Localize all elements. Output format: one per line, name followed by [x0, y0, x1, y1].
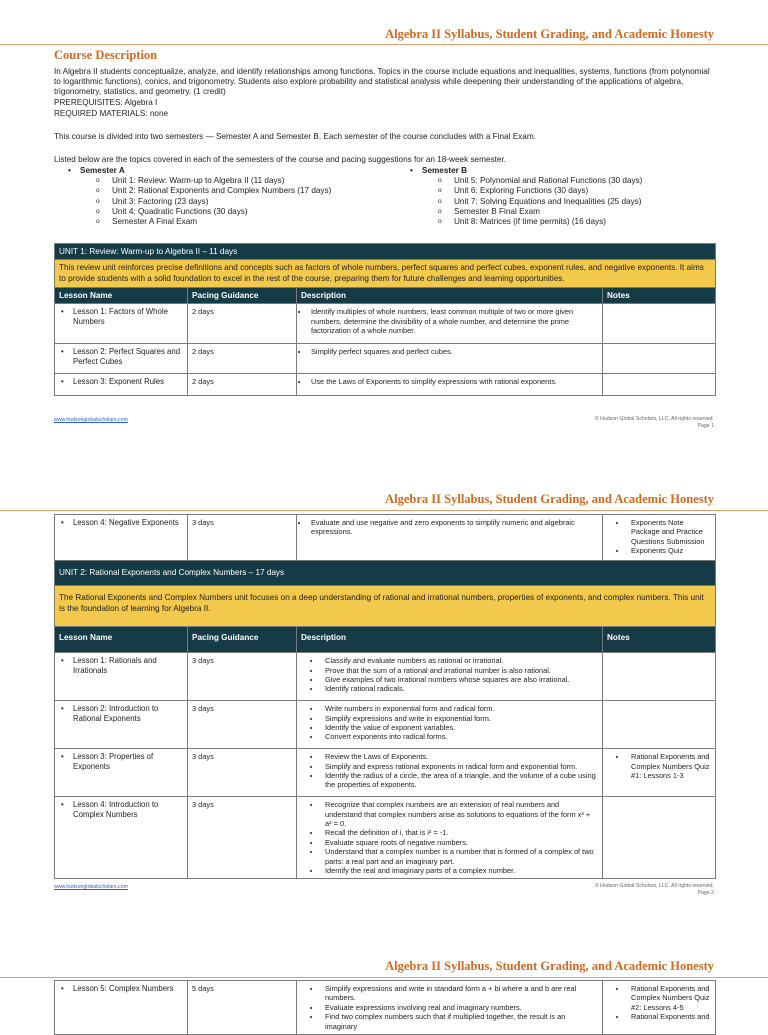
lesson-note: • Exponents Quiz	[627, 546, 711, 555]
page-3	[0, 950, 768, 1031]
lesson-description: • Identify the value of exponent variables.	[321, 723, 598, 732]
copyright-text: © Hudson Global Scholars, LLC. All rights reserved.	[594, 883, 714, 889]
semester-b-item: o Unit 8: Matrices (if time permits) (16 days)	[408, 217, 728, 227]
semester-b-title: • Semester B	[408, 166, 728, 176]
lesson-description: • Recall the definition of i, that is i² = -1.	[321, 828, 598, 837]
required-materials: REQUIRED MATERIALS: none	[54, 109, 169, 118]
lesson-description: • Identify multiples of whole numbers, least common multiple of two or more given numbers, determine the divisibility of a whole number, and determine the prime factorization of a whole number.	[309, 307, 598, 335]
lesson-description: • Simplify expressions and write in exponential form.	[321, 714, 598, 723]
col-notes: Notes	[603, 287, 716, 303]
col-pacing: Pacing Guidance	[188, 287, 297, 303]
lesson-name: • Lesson 1: Factors of Whole Numbers	[59, 307, 183, 327]
lesson-description: • Convert exponents into radical forms.	[321, 732, 598, 741]
copyright-text: © Hudson Global Scholars, LLC. All rights reserved.	[594, 416, 714, 422]
semester-b-item: o Unit 6: Exploring Functions (30 days)	[408, 186, 728, 196]
unit1-continued-table	[54, 514, 716, 879]
lesson-description: • Classify and evaluate numbers as rational or irrational.	[321, 656, 598, 665]
semester-a-item: o Unit 2: Rational Exponents and Complex Numbers (17 days)	[66, 186, 386, 196]
unit2-continued-table	[54, 980, 716, 1035]
lesson-pacing: 3 days	[188, 701, 297, 749]
lesson-notes	[603, 374, 716, 396]
semester-b-item: o Unit 7: Solving Equations and Inequalities (25 days)	[408, 197, 728, 207]
unit-intro-row	[55, 260, 716, 287]
page-number: Page 2	[697, 890, 714, 896]
unit2-title: UNIT 2: Rational Exponents and Complex Numbers – 17 days	[55, 561, 716, 586]
lesson-notes	[603, 653, 716, 701]
lesson-pacing: 3 days	[188, 749, 297, 797]
lesson-description: • Simplify expressions and write in standard form a + bi where a and b are real numbers.	[321, 984, 598, 1003]
lesson-description: • Identify the real and imaginary parts of a complex number.	[321, 866, 598, 875]
semester-b-item: o Unit 5: Polynomial and Rational Functions (30 days)	[408, 176, 728, 186]
table-row	[55, 515, 716, 561]
lesson-note: • Rational Exponents and Complex Numbers Quiz #2: Lessons 4-5	[627, 984, 711, 1012]
col-lesson-name: Lesson Name	[55, 287, 188, 303]
lesson-name: • Lesson 3: Properties of Exponents	[59, 752, 183, 772]
semester-b-list	[408, 166, 728, 227]
column-header-row	[55, 626, 716, 652]
table-row	[55, 981, 716, 1035]
lesson-pacing: 2 days	[188, 374, 297, 396]
lesson-description: • Simplify and express rational exponents in radical form and exponential form.	[321, 762, 598, 771]
lesson-note: • Rational Exponents and Complex Numbers Quiz #1: Lessons 1-3	[627, 752, 711, 780]
lesson-description: • Review the Laws of Exponents.	[321, 752, 598, 761]
table-row	[55, 653, 716, 701]
semesters-note: This course is divided into two semesters — Semester A and Semester B. Each semester of the course concludes with a Final Exam.	[54, 132, 536, 141]
lesson-pacing: 3 days	[188, 653, 297, 701]
lesson-description: • Recognize that complex numbers are an extension of real numbers and understand that complex numbers arise as solutions to equations of the form x² + a² = 0.	[321, 800, 598, 828]
table-row	[55, 797, 716, 879]
lesson-notes	[603, 701, 716, 749]
unit2-intro: The Rational Exponents and Complex Numbers unit focuses on a deep understanding of rational and irrational numbers, properties of exponents, and complex numbers. This unit is the foundation of learning for Algebra II.	[55, 586, 716, 626]
lesson-pacing: 3 days	[188, 515, 297, 561]
semester-a-title: • Semester A	[66, 166, 386, 176]
lesson-name: • Lesson 2: Introduction to Rational Exponents	[59, 704, 183, 724]
lesson-pacing: 2 days	[188, 304, 297, 344]
header-rule	[0, 510, 768, 511]
lesson-description: • Evaluate expressions involving real and imaginary numbers.	[321, 1003, 598, 1012]
lesson-pacing: 2 days	[188, 344, 297, 374]
col-lesson-name: Lesson Name	[55, 626, 188, 652]
unit-header-row	[55, 561, 716, 586]
course-description: In Algebra II students conceptualize, analyze, and identify relationships among functions. Topics in the course include equations and inequalities, systems, functions (from polynomial to logarithmic functions), conics, and trigonometry. Students also explore probability and statistical analysis while deepening their understanding of the applications of algebra, trigonometry, statistics, and geometry. (1 credit)	[54, 67, 710, 97]
unit-intro-row	[55, 586, 716, 626]
lesson-note: • Exponents Note Package and Practice Questions Submission	[627, 518, 711, 546]
header-rule	[0, 977, 768, 978]
page-2	[0, 472, 768, 942]
prerequisites: PREREQUISITES: Algebra I	[54, 98, 158, 107]
footer-copyright	[595, 416, 714, 430]
lesson-description: • Use the Laws of Exponents to simplify expressions with rational exponents.	[309, 377, 598, 386]
table-row	[55, 749, 716, 797]
lesson-notes	[603, 344, 716, 374]
unit1-table	[54, 243, 716, 396]
lesson-description: • Give examples of two irrational numbers whose squares are also irrational.	[321, 675, 598, 684]
lesson-description: • Identify rational radicals.	[321, 684, 598, 693]
lesson-description: • Write numbers in exponential form and radical form.	[321, 704, 598, 713]
unit1-intro: This review unit reinforces precise definitions and concepts such as factors of whole numbers, perfect squares and perfect cubes, exponent rules, and negative exponents. It aims to provide students with a solid foundation to excel in the rest of the course, preparing them for future challenges and learning opportunities.	[55, 260, 716, 287]
semester-b-item: o Semester B Final Exam	[408, 207, 728, 217]
table-row	[55, 304, 716, 344]
table-row	[55, 374, 716, 396]
semester-a-item: o Unit 3: Factoring (23 days)	[66, 197, 386, 207]
footer-copyright	[595, 883, 714, 897]
page-number: Page 1	[697, 423, 714, 429]
lesson-description: • Prove that the sum of a rational and irrational number is also rational.	[321, 666, 598, 675]
lesson-description: • Understand that a complex number is a number that is formed of a complex of two parts: a real part and an imaginary part.	[321, 847, 598, 866]
lesson-pacing: 3 days	[188, 797, 297, 879]
unit-header-row	[55, 244, 716, 260]
lesson-description: • Simplify perfect squares and perfect cubes.	[309, 347, 598, 356]
lesson-notes	[603, 797, 716, 879]
unit1-title: UNIT 1: Review: Warm-up to Algebra II – 11 days	[55, 244, 716, 260]
lesson-name: • Lesson 3: Exponent Rules	[59, 377, 183, 387]
lesson-name: • Lesson 2: Perfect Squares and Perfect Cubes	[59, 347, 183, 367]
header-title: Algebra II Syllabus, Student Grading, and Academic Honesty	[385, 959, 714, 973]
footer-link[interactable]: www.hudsonglobalscholars.com	[54, 417, 128, 423]
lesson-notes	[603, 304, 716, 344]
semester-a-item: o Unit 1: Review: Warm-up to Algebra II (11 days)	[66, 176, 386, 186]
header-title: Algebra II Syllabus, Student Grading, and Academic Honesty	[385, 492, 714, 506]
lesson-name: • Lesson 4: Negative Exponents	[59, 518, 183, 528]
page-separator	[0, 462, 768, 472]
col-description: Description	[297, 287, 603, 303]
semester-a-list	[66, 166, 386, 227]
page-1	[0, 0, 768, 462]
lesson-name: • Lesson 4: Introduction to Complex Numbers	[59, 800, 183, 820]
col-description: Description	[297, 626, 603, 652]
column-header-row	[55, 287, 716, 303]
topics-intro: Listed below are the topics covered in each of the semesters of the course and pacing suggestions for an 18-week semester.	[54, 155, 506, 164]
col-notes: Notes	[603, 626, 716, 652]
header-rule	[0, 44, 768, 45]
table-row	[55, 344, 716, 374]
semester-a-item: o Semester A Final Exam	[66, 217, 386, 227]
lesson-description: • Evaluate and use negative and zero exponents to simplify numeric and algebraic expressions.	[309, 518, 598, 537]
col-pacing: Pacing Guidance	[188, 626, 297, 652]
header-title: Algebra II Syllabus, Student Grading, and Academic Honesty	[385, 27, 714, 41]
table-row	[55, 701, 716, 749]
footer-link[interactable]: www.hudsonglobalscholars.com	[54, 884, 128, 890]
lesson-note: • Rational Exponents and	[627, 1012, 711, 1021]
lesson-description: • Find two complex numbers such that if multiplied together, the result is an imaginary	[321, 1012, 598, 1031]
semester-a-item: o Unit 4: Quadratic Functions (30 days)	[66, 207, 386, 217]
lesson-description: • Evaluate square roots of negative numbers.	[321, 838, 598, 847]
section-title: Course Description	[54, 48, 158, 62]
page-separator	[0, 942, 768, 950]
lesson-pacing: 5 days	[188, 981, 297, 1035]
lesson-description: • Identify the radius of a circle, the area of a triangle, and the volume of a cube using the properties of exponents.	[321, 771, 598, 790]
lesson-name: • Lesson 5: Complex Numbers	[59, 984, 183, 994]
lesson-name: • Lesson 1: Rationals and Irrationals	[59, 656, 183, 676]
